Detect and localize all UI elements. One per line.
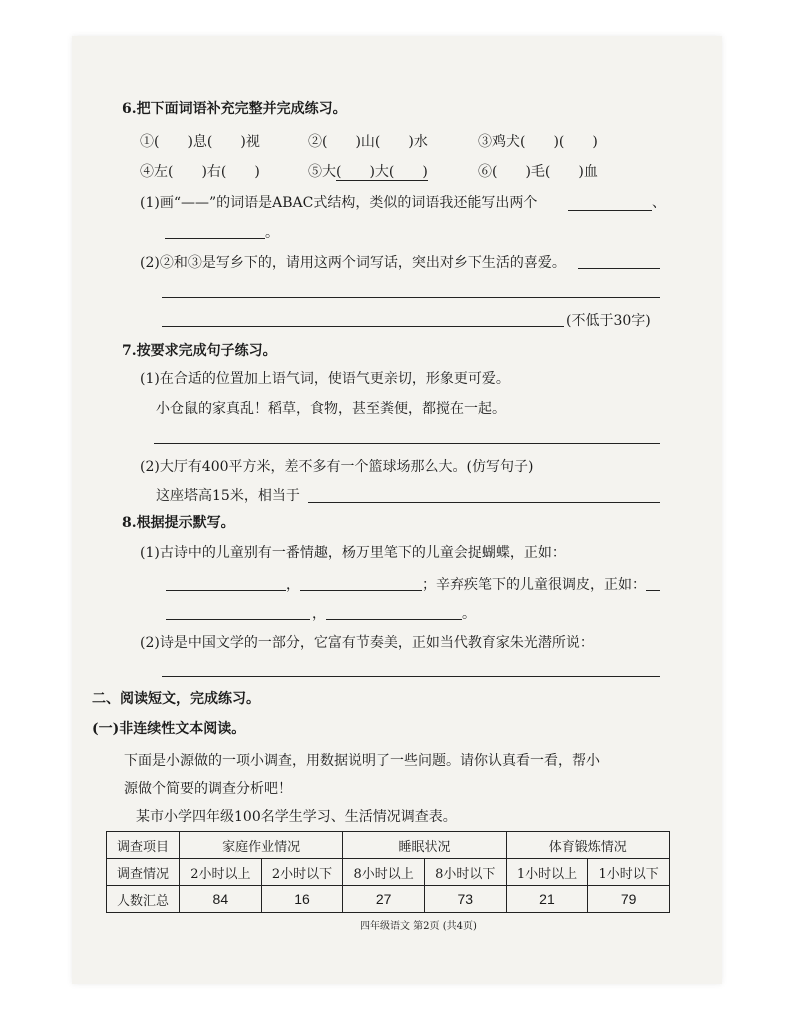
q8-sub1-blank-2[interactable] (300, 590, 422, 591)
table-group-sleep: 睡眠状况 (343, 832, 506, 859)
q8-sub1-blank-1[interactable] (166, 590, 286, 591)
q7-sentence-1: 小仓鼠的家真乱！稻草，食物，甚至粪便，都搅在一起。 (156, 401, 506, 417)
page-footer: 四年级语文 第2页 (共4页) (360, 921, 477, 932)
q6-title: 6.把下面词语补充完整并完成练习。 (122, 101, 347, 117)
table-cell: 8小时以上 (343, 859, 425, 886)
q6-sub2-blank-2[interactable] (162, 297, 660, 298)
table-row3-label: 人数汇总 (107, 886, 180, 913)
table-header-label: 调查项目 (107, 832, 180, 859)
q8-sub1-end: 。 (462, 606, 476, 622)
table-cell: 84 (180, 886, 262, 913)
q7-sub2-answer-line[interactable] (308, 502, 660, 503)
q6-sub2-blank-1[interactable] (578, 268, 660, 269)
q7-sentence-2: 这座塔高15米，相当于 (156, 488, 300, 504)
table-cell: 73 (424, 886, 506, 913)
q6-sub1-blank-1[interactable] (568, 210, 652, 211)
table-cell: 16 (261, 886, 343, 913)
q6-item-2: ②( )山( )水 (308, 134, 428, 150)
table-row (107, 859, 670, 886)
q6-word-limit: (不低于30字) (566, 313, 651, 329)
table-group-exercise: 体育锻炼情况 (506, 832, 669, 859)
q7-sub1-text: (1)在合适的位置加上语气词，使语气更亲切，形象更可爱。 (140, 371, 510, 387)
q8-sub1-comma: ， (286, 577, 300, 593)
q6-item-4: ④左( )右( ) (140, 164, 260, 180)
survey-table (106, 831, 670, 913)
q6-item-1: ①( )息( )视 (140, 134, 260, 150)
q6-item-5: ⑤大( )大( ) (308, 164, 428, 180)
section2-intro-line1: 下面是小源做的一项小调查，用数据说明了一些问题。请你认真看一看，帮小 (124, 753, 600, 769)
q8-sub1-blank-5[interactable] (326, 619, 462, 620)
q6-sub1-blank-2[interactable] (165, 238, 265, 239)
table-cell: 79 (588, 886, 670, 913)
table-cell: 1小时以上 (506, 859, 588, 886)
table-group-homework: 家庭作业情况 (180, 832, 343, 859)
q8-sub1-text: (1)古诗中的儿童别有一番情趣，杨万里笔下的儿童会捉蝴蝶，正如： (140, 545, 566, 561)
q7-sub1-answer-line[interactable] (154, 443, 660, 444)
q7-sub2-text: (2)大厅有400平方米，差不多有一个篮球场那么大。(仿写句子) (140, 459, 534, 475)
q6-item-6: ⑥( )毛( )血 (478, 164, 598, 180)
q7-title: 7.按要求完成句子练习。 (122, 343, 277, 359)
table-cell: 1小时以下 (588, 859, 670, 886)
q8-sub2-answer-line[interactable] (162, 676, 660, 677)
table-row (107, 886, 670, 913)
q8-sub2-text: (2)诗是中国文学的一部分，它富有节奏美，正如当代教育家朱光潜所说： (140, 635, 594, 651)
q6-sub1-end: 。 (265, 225, 279, 241)
q6-sub2-blank-3[interactable] (162, 326, 564, 327)
q8-sub1-comma-2: ， (312, 606, 326, 622)
section2-title: 二、阅读短文，完成练习。 (92, 691, 260, 707)
q6-sub1-sep: 、 (652, 195, 666, 211)
table-row2-label: 调查情况 (107, 859, 180, 886)
q6-sub2-text: (2)②和③是写乡下的，请用这两个词写话，突出对乡下生活的喜爱。 (140, 255, 566, 271)
table-cell: 2小时以上 (180, 859, 262, 886)
q6-item-3: ③鸡犬( )( ) (478, 134, 598, 150)
q8-title: 8.根据提示默写。 (122, 515, 235, 531)
table-cell: 27 (343, 886, 425, 913)
q6-sub1-text: (1)画“——”的词语是ABAC式结构，类似的词语我还能写出两个 (140, 195, 538, 211)
section2-intro-line2: 源做个简要的调查分析吧！ (124, 781, 292, 797)
q6-item-5-underline (336, 180, 428, 181)
q8-sub1-blank-3[interactable] (646, 590, 660, 591)
table-cell: 2小时以下 (261, 859, 343, 886)
table-caption: 某市小学四年级100名学生学习、生活情况调查表。 (136, 809, 457, 825)
section2-part1: (一)非连续性文本阅读。 (92, 721, 246, 737)
q8-sub1-mid: ；辛弃疾笔下的儿童很调皮，正如： (422, 577, 646, 593)
q8-sub1-blank-4[interactable] (166, 619, 310, 620)
table-cell: 8小时以下 (424, 859, 506, 886)
table-cell: 21 (506, 886, 588, 913)
table-row (107, 832, 670, 859)
